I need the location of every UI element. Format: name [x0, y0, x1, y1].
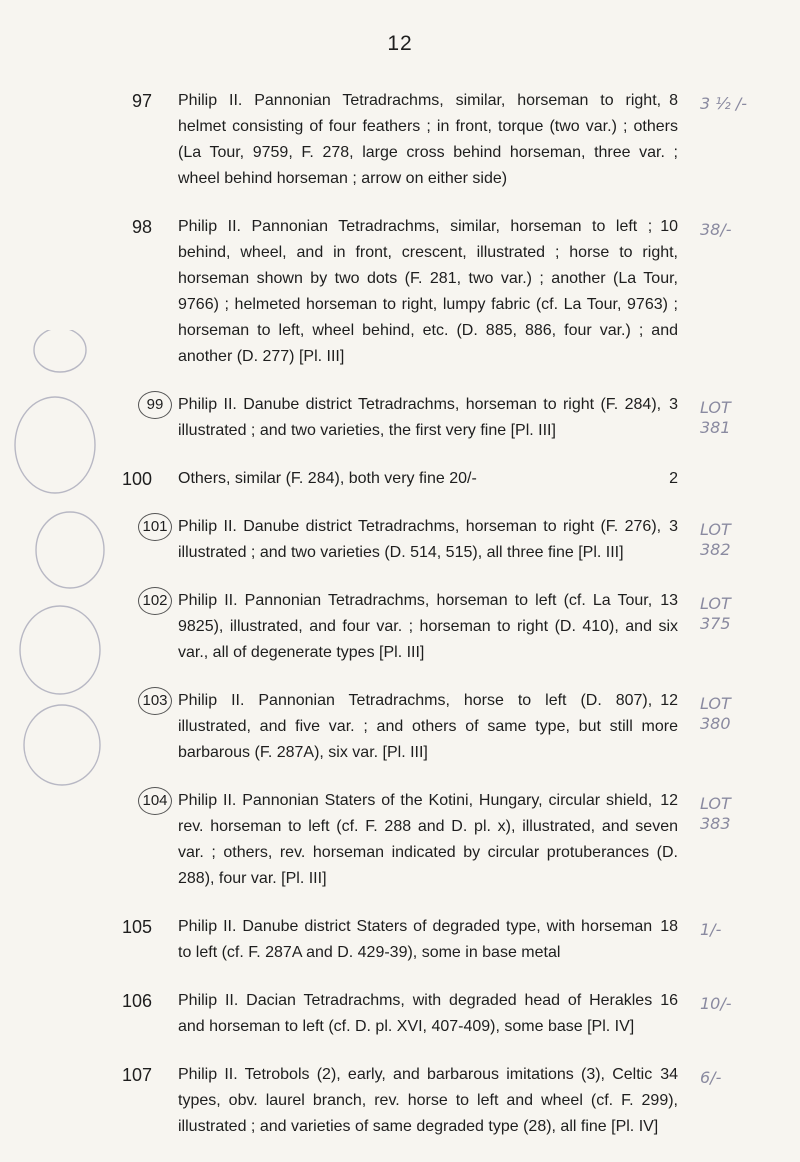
lot-entry [0, 392, 800, 444]
lot-count: 12 [660, 692, 678, 709]
handwritten-annotation: 1/- [700, 920, 722, 939]
lot-text: Philip II. Danube district Tetradrachms, horseman to right (F. 284), illustrated ; and two varieties, the first very fine [Pl. III] [178, 396, 662, 439]
lot-entry [0, 214, 800, 370]
lot-number: 101 [138, 513, 172, 541]
lot-entry [0, 1062, 800, 1140]
handwritten-annotation: LOT 375 [700, 594, 731, 633]
lot-description [178, 392, 678, 444]
lot-text: Philip II. Pannonian Tetradrachms, horse to left (D. 807), illustrated, and five var. ; and others of same type, but still more barbarous (F. 287A), six var. [Pl. III] [178, 692, 678, 761]
lot-count: 3 [669, 396, 678, 413]
lot-description [178, 688, 678, 766]
lot-text: Philip II. Pannonian Tetradrachms, similar, horseman to left ; behind, wheel, and in front, crescent, illustrated ; horse to right, horseman shown by two dots (F. 281, two var.) ; another (La Tour, 9766) ; helmeted horseman to right, lumpy fabric (cf. La Tour, 9763) ; horseman to left, wheel behind, etc. (D. 885, 886, four var.) ; and another (D. 277) [Pl. III] [178, 218, 678, 365]
handwritten-annotation: LOT 383 [700, 794, 731, 833]
lot-list [0, 88, 800, 1162]
lot-description [178, 988, 678, 1040]
lot-description [178, 466, 678, 492]
lot-number: 99 [138, 391, 172, 419]
lot-text: Philip II. Danube district Tetradrachms, horseman to right (F. 276), illustrated ; and two varieties (D. 514, 515), all three fine [Pl. III] [178, 518, 662, 561]
lot-description [178, 214, 678, 370]
lot-entry [0, 588, 800, 666]
lot-entry [0, 914, 800, 966]
lot-description [178, 788, 678, 892]
lot-text: Philip II. Dacian Tetradrachms, with degraded head of Herakles and horseman to left (cf. D. pl. XVI, 407-409), some base [Pl. IV] [178, 992, 653, 1035]
lot-number: 98 [131, 217, 152, 237]
lot-description [178, 514, 678, 566]
handwritten-annotation: 6/- [700, 1068, 722, 1087]
lot-text: Philip II. Pannonian Tetradrachms, horseman to left (cf. La Tour, 9825), illustrated, and four var. ; horseman to right (D. 410), and six var., all of degenerate types [Pl. III] [178, 592, 678, 661]
lot-count: 34 [660, 1066, 678, 1083]
lot-description [178, 588, 678, 666]
lot-text: Philip II. Pannonian Staters of the Kotini, Hungary, circular shield, rev. horseman to left (cf. F. 288 and D. pl. x), illustrated, and seven var. ; others, rev. horseman indicated by circular protuberances (D. 288), four var. [Pl. III] [178, 792, 678, 887]
lot-entry [0, 688, 800, 766]
lot-entry [0, 988, 800, 1040]
lot-number: 100 [121, 469, 152, 489]
lot-count: 10 [660, 218, 678, 235]
lot-count: 18 [660, 918, 678, 935]
handwritten-annotation: LOT 382 [700, 520, 731, 559]
lot-count: 2 [669, 470, 678, 487]
lot-description [178, 88, 678, 192]
lot-count: 8 [669, 92, 678, 109]
handwritten-annotation: 38/- [700, 220, 732, 239]
lot-description [178, 914, 678, 966]
lot-count: 13 [660, 592, 678, 609]
lot-count: 3 [669, 518, 678, 535]
page-number: 12 [387, 32, 413, 55]
lot-entry [0, 466, 800, 492]
lot-number: 103 [138, 687, 172, 715]
lot-text: Philip II. Pannonian Tetradrachms, similar, horseman to right, helmet consisting of four feathers ; in front, torque (two var.) ; others (La Tour, 9759, F. 278, large cross behind horseman, three var. ; wheel behind horseman ; arrow on either side) [178, 92, 678, 187]
lot-text: Philip II. Danube district Staters of degraded type, with horseman to left (cf. F. 287A and D. 429-39), some in base metal [178, 918, 653, 961]
lot-entry [0, 788, 800, 892]
handwritten-annotation: LOT 381 [700, 398, 731, 437]
lot-number: 104 [138, 787, 172, 815]
handwritten-annotation: LOT 380 [700, 694, 731, 733]
lot-text: Others, similar (F. 284), both very fine 20/- [178, 470, 477, 487]
lot-entry [0, 88, 800, 192]
lot-count: 16 [660, 992, 678, 1009]
lot-number: 107 [121, 1065, 152, 1085]
lot-entry [0, 514, 800, 566]
handwritten-annotation: 3 ½ /- [700, 94, 748, 113]
lot-number: 97 [131, 91, 152, 111]
lot-count: 12 [660, 792, 678, 809]
lot-description [178, 1062, 678, 1140]
lot-number: 106 [121, 991, 152, 1011]
lot-number: 102 [138, 587, 172, 615]
lot-text: Philip II. Tetrobols (2), early, and barbarous imitations (3), Celtic types, obv. laurel branch, rev. horse to left and wheel (cf. F. 299), illustrated ; and varieties of same degraded type (28), all fine [Pl. IV] [178, 1066, 678, 1135]
lot-number: 105 [121, 917, 152, 937]
handwritten-annotation: 10/- [700, 994, 732, 1013]
